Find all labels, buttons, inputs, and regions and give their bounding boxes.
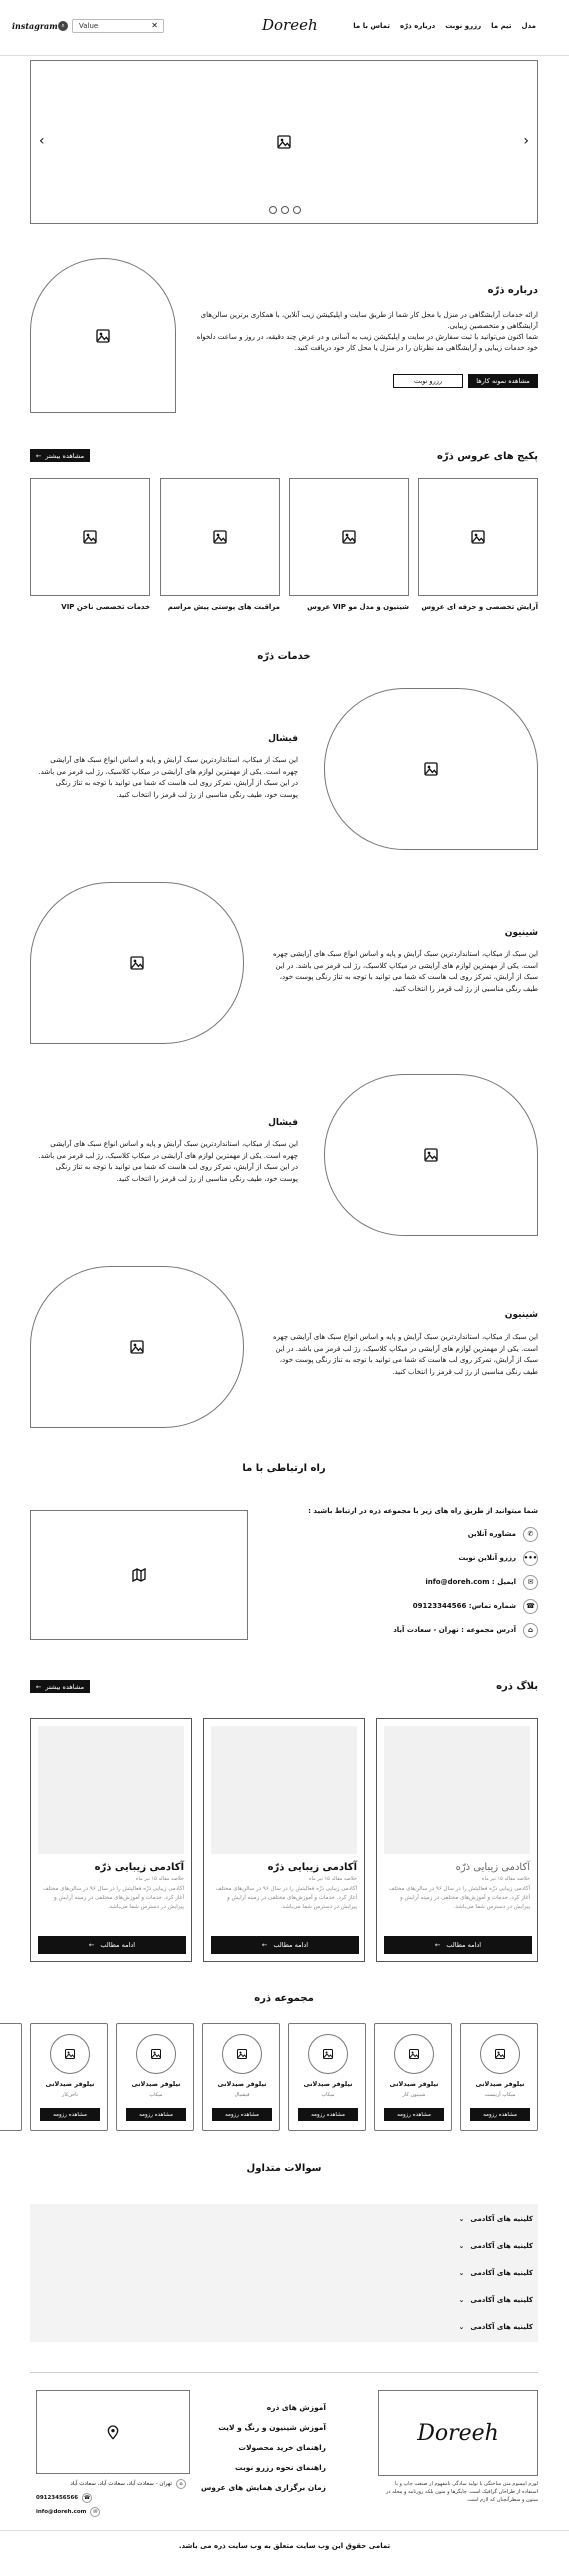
blog-card-button-label: ادامه مطالب (100, 1941, 136, 1949)
avatar (50, 2034, 90, 2074)
map-icon (131, 1567, 147, 1583)
avatar (222, 2034, 262, 2074)
footer-link[interactable]: زمان برگزاری همایش های عروس (200, 2483, 326, 2492)
blog-card-title: آکادمی زیبایی ذرّه (455, 1862, 530, 1873)
nav-item-team[interactable]: تیم ما (491, 22, 512, 30)
image-placeholder-icon (494, 2048, 506, 2060)
faq-question: کلینیه های آکادمی (470, 2242, 533, 2250)
logo[interactable]: Doreeh (262, 16, 318, 34)
resume-button[interactable]: مشاهده رزومه (298, 2108, 358, 2121)
service-title: شینیون (504, 928, 538, 938)
footer-email-row (36, 2506, 186, 2517)
blog-image (38, 1726, 184, 1854)
package-card[interactable] (30, 478, 150, 596)
image-placeholder-icon (82, 529, 98, 545)
blog-card-excerpt: آکادمی زیبایی ذرّه فعالیتش را در سال ۹۶ در سالن‌های مختلف آغاز کرد. خدمات و آموزش‌های مختلفی در زمینه آرایش و پیرایش در دسترس شما می‌باشد. (215, 1886, 357, 1910)
resume-button[interactable]: مشاهده رزومه (126, 2108, 186, 2121)
mail-icon: ✉ (90, 2507, 100, 2517)
chevron-down-icon: ⌄ (458, 2269, 465, 2277)
samples-button[interactable]: مشاهده نمونه کارها (468, 374, 538, 388)
phone-icon: ☎ (84, 2494, 91, 2501)
service-image (30, 1266, 244, 1428)
image-placeholder-icon (64, 2048, 76, 2060)
contact-label: شماره تماس: 09123344566 (412, 1602, 516, 1610)
member-role: ناخن‌کار (61, 2092, 79, 2098)
contact-title: راه ارتباطی با ما (242, 1463, 326, 1474)
image-placeholder-icon (129, 955, 145, 971)
arrow-left-icon: ← (434, 1941, 441, 1949)
footer-address: تهران - سعادت آباد، سعادت آباد، سعادت آباد (70, 2480, 172, 2487)
clear-icon[interactable]: ✕ (151, 21, 158, 30)
contact-label: ایمیل : info@doreh.com (425, 1578, 516, 1586)
main-nav (340, 22, 536, 34)
footer-link[interactable]: آموزش شینیون و رنگ و لایت (218, 2423, 326, 2432)
blog-card-title: آکادمی زیبایی ذرّه (94, 1862, 184, 1873)
member-card (0, 2023, 22, 2131)
service-text: این سبک از میکاپ، استانداردترین سبک آرایش و پایه و اساس انواع سبک های آرایشی چهره است. یکی از مهمترین لوازم های آرایشی در میکاپ کلاسیک، رژ لب قرمز می باشد. در این سبک از آرایش، تمرکز روی لب هاست که شما می توانید با توجه به تناژ رنگی پوست خود، طیف رنگی مناسبی از رژ لب قرمز را انتخاب کنید. (38, 756, 298, 799)
member-name: نیلوفر صیدلانی (217, 2080, 267, 2088)
faq-question: کلینیه های آکادمی (470, 2296, 533, 2304)
member-role: میکاپ (149, 2092, 163, 2098)
blog-card (203, 1718, 365, 1962)
service-text: این سبک از میکاپ، استانداردترین سبک آرایش و پایه و اساس انواع سبک های آرایشی چهره است. یکی از مهمترین لوازم های آرایشی در میکاپ کلاسیک، رژ لب قرمز می باشد. در این سبک از آرایش، تمرکز روی لب هاست که شما می توانید با توجه به تناژ رنگی پوست خود، طیف رنگی مناسبی از رژ لب قرمز را انتخاب کنید. (272, 1333, 538, 1376)
image-placeholder-icon (423, 761, 439, 777)
chevron-down-icon: ⌄ (458, 2242, 465, 2250)
member-card (116, 2023, 194, 2131)
member-role: میکاپ (321, 2092, 335, 2098)
chevron-down-icon: ⌄ (458, 2215, 465, 2223)
location-icon: ⌂ (523, 1623, 538, 1638)
blog-card-excerpt: آکادمی زیبایی ذرّه فعالیتش را در سال ۹۶ در سالن‌های مختلف آغاز کرد. خدمات و آموزش‌های مختلفی در زمینه آرایش و پیرایش در دسترس شما می‌باشد. (42, 1886, 184, 1910)
mail-icon: ✉ (523, 1575, 538, 1590)
package-card[interactable] (289, 478, 409, 596)
nav-item-about[interactable]: درباره ذرّه (400, 22, 436, 30)
service-image (30, 882, 244, 1044)
reserve-button[interactable]: رزرو نوبت (393, 374, 463, 388)
contact-email[interactable] (300, 1574, 538, 1590)
image-placeholder-icon (276, 134, 292, 150)
member-name: نیلوفر صیدلانی (131, 2080, 181, 2088)
image-placeholder-icon (341, 529, 357, 545)
member-card (202, 2023, 280, 2131)
blog-title: بلاگ ذره (496, 1681, 538, 1692)
collection-title: مجموعه ذره (254, 1993, 314, 2004)
blog-image (384, 1726, 530, 1854)
blog-card-button[interactable] (211, 1936, 359, 1954)
member-card (374, 2023, 452, 2131)
chevron-down-icon: ⌄ (458, 2296, 465, 2304)
chat-icon: ✆ (523, 1527, 538, 1542)
service-image (324, 1074, 538, 1236)
image-placeholder-icon (150, 2048, 162, 2060)
resume-button[interactable]: مشاهده رزومه (40, 2108, 100, 2121)
location-icon: ⌂ (176, 2479, 186, 2489)
image-placeholder-icon (408, 2048, 420, 2060)
slider-prev-icon[interactable]: ‹ (39, 133, 45, 149)
contact-online-consult[interactable] (300, 1526, 538, 1542)
member-card (288, 2023, 366, 2131)
nav-item-reserve[interactable]: رزرو نوبت (445, 22, 482, 30)
footer-phone-row (36, 2492, 186, 2503)
faq-item[interactable] (453, 2294, 533, 2306)
contact-label: رزرو آنلاین نوبت (458, 1554, 516, 1562)
blog-card-meta: خلاصه مقاله ۱۵ تیر ماه (308, 1876, 357, 1882)
faq-item[interactable] (453, 2321, 533, 2333)
avatar (394, 2034, 434, 2074)
dots-icon: ••• (523, 1551, 538, 1566)
member-name: نیلوفر صیدلانی (389, 2080, 439, 2088)
member-name: نیلوفر صیدلانی (303, 2080, 353, 2088)
footer-phone[interactable]: 09123456566 (36, 2494, 79, 2501)
chevron-down-icon: ⌄ (458, 2323, 465, 2331)
resume-button[interactable]: مشاهده رزومه (470, 2108, 530, 2121)
search-icon[interactable]: ⌕ (58, 21, 68, 31)
package-label: مراقبت های پوستی پیش مراسم (167, 603, 280, 611)
about-text: ارائه خدمات آرایشگاهی در منزل یا محل کار شما از طریق سایت و اپلیکیشن زیب آنلاین، با همکاری برترین سالن‌های آرایشگاهی و متخصصین زیبایی. شما اکنون می‌توانید با ثبت سفارش در سایت و اپلیکیشن زیب به آسانی و در عرض چند دقیقه، در روز و ساعت دلخواه خود خدمات زیبایی و آرایشگاهی مد نظرتان را در منزل یا محل کار خود دریافت کنید. (196, 311, 538, 352)
nav-item-model[interactable]: مدل (521, 22, 536, 30)
footer-link[interactable]: آموزش های ذره (266, 2403, 326, 2412)
faq-item[interactable] (453, 2240, 533, 2252)
blog-card (30, 1718, 192, 1962)
service-title: فیشال (268, 1118, 298, 1128)
blog-card-title: آکادمی زیبایی ذرّه (267, 1862, 357, 1873)
image-placeholder-icon (129, 1339, 145, 1355)
member-role: میکاپ آرتیست (484, 2092, 516, 2098)
blog-card-excerpt: آکادمی زیبایی ذرّه فعالیتش را در سال ۹۶ در سالن‌های مختلف آغاز کرد. خدمات و آموزش‌های مختلفی در زمینه آرایش و پیرایش در دسترس شما می‌باشد. (388, 1886, 530, 1910)
footer-about: لورم ایپسوم متن ساختگی با تولید سادگی نامفهوم از صنعت چاپ و با استفاده از طراحان گرافیک است. چاپگرها و متون بلکه روزنامه و مجله در ستون و سطرآنچنان که لازم است. (385, 2481, 538, 2503)
service-title: فیشال (268, 734, 298, 744)
image-placeholder-icon (322, 2048, 334, 2060)
contact-online-reserve[interactable] (300, 1550, 538, 1566)
slider-dot[interactable] (293, 206, 301, 214)
blog-card-meta: خلاصه مقاله ۱۵ تیر ماه (135, 1876, 184, 1882)
footer-email[interactable]: info@doreh.com (36, 2508, 87, 2515)
image-placeholder-icon (423, 1147, 439, 1163)
blog-card (376, 1718, 538, 1962)
member-role: فیشیال (234, 2092, 250, 2098)
header (0, 0, 569, 56)
footer-logo-box (378, 2390, 538, 2476)
packages-more-label: مشاهده بیشتر (45, 451, 85, 460)
footer-logo: Doreeh (417, 2420, 499, 2446)
slider-dots (269, 206, 301, 214)
copyright-bar (0, 2530, 569, 2560)
contact-phone[interactable] (300, 1598, 538, 1614)
copyright-text: تمامی حقوق این وب سایت متعلق به وب سایت ذره می باشد. (178, 2541, 391, 2550)
faq-title: سوالات متداول (246, 2163, 322, 2174)
member-name: نیلوفر صیدلانی (45, 2080, 95, 2088)
about-image (30, 258, 176, 413)
service-text: این سبک از میکاپ، استانداردترین سبک آرایش و پایه و اساس انواع سبک های آرایشی چهره است. یکی از مهمترین لوازم های آرایشی در میکاپ کلاسیک، رژ لب قرمز می باشد. در این سبک از آرایش، تمرکز روی لب هاست که شما می توانید با توجه به تناژ رنگی پوست خود، طیف رنگی مناسبی از رژ لب قرمز را انتخاب کنید. (38, 1140, 298, 1183)
faq-question: کلینیه های آکادمی (470, 2323, 533, 2331)
blog-more-label: مشاهده بیشتر (45, 1682, 85, 1691)
image-placeholder-icon (95, 328, 111, 344)
nav-item-contact[interactable]: تماس با ما (353, 22, 390, 30)
contact-label: آدرس مجموعه : تهران - سعادت آباد (393, 1626, 516, 1634)
hero-slider (30, 60, 538, 224)
blog-card-button-label: ادامه مطالب (446, 1941, 482, 1949)
image-placeholder-icon (470, 529, 486, 545)
service-image (324, 688, 538, 850)
location-pin-icon (105, 2424, 121, 2440)
footer-address-row (36, 2478, 186, 2489)
blog-card-button[interactable] (38, 1936, 186, 1954)
service-title: شینیون (504, 1310, 538, 1320)
map-placeholder (30, 1510, 248, 1640)
instagram-link[interactable]: instagram (12, 21, 58, 31)
image-placeholder-icon (212, 529, 228, 545)
faq-question: کلینیه های آکادمی (470, 2269, 533, 2277)
contact-address[interactable] (300, 1622, 538, 1638)
slider-dot[interactable] (269, 206, 277, 214)
arrow-left-icon: ← (35, 451, 42, 460)
member-role: شینیون کار (402, 2092, 426, 2098)
resume-button[interactable]: مشاهده رزومه (384, 2108, 444, 2121)
footer-divider (30, 2372, 538, 2373)
faq-question: کلینیه های آکادمی (470, 2215, 533, 2223)
faq-item[interactable] (453, 2267, 533, 2279)
services-title: خدمات ذرّه (257, 651, 311, 662)
arrow-left-icon: ← (88, 1941, 95, 1949)
member-name: نیلوفر صیدلانی (475, 2080, 525, 2088)
member-card (460, 2023, 538, 2131)
package-label: شینیون و مدل مو VIP عروس (307, 603, 409, 611)
avatar (308, 2034, 348, 2074)
arrow-left-icon: ← (261, 1941, 268, 1949)
blog-more-button[interactable] (30, 1680, 90, 1693)
contact-label: مشاوره آنلاین (467, 1530, 516, 1538)
member-card (30, 2023, 108, 2131)
package-card[interactable] (418, 478, 538, 596)
faq-item[interactable] (453, 2213, 533, 2225)
avatar (136, 2034, 176, 2074)
packages-title: پکیج های عروس ذرّه (436, 451, 538, 462)
footer-link[interactable]: راهنمای خرید محصولات (238, 2443, 326, 2452)
arrow-left-icon: ← (35, 1682, 42, 1691)
avatar (480, 2034, 520, 2074)
blog-card-meta: خلاصه مقاله ۱۵ تیر ماه (481, 1876, 530, 1882)
blog-card-button-label: ادامه مطالب (273, 1941, 309, 1949)
blog-card-button[interactable] (384, 1936, 532, 1954)
package-card[interactable] (160, 478, 280, 596)
footer-map (36, 2390, 190, 2474)
slider-next-icon[interactable]: › (523, 133, 529, 149)
packages-more-button[interactable] (30, 449, 90, 462)
search-value: Value (79, 22, 99, 30)
service-text: این سبک از میکاپ، استانداردترین سبک آرایش و پایه و اساس انواع سبک های آرایشی چهره است. یکی از مهمترین لوازم های آرایشی در میکاپ کلاسیک، رژ لب قرمز می باشد. در این سبک از آرایش، تمرکز روی لب هاست که شما می توانید با توجه به تناژ رنگی پوست خود، طیف رنگی مناسبی از رژ لب قرمز را انتخاب کنید. (272, 950, 538, 993)
phone-icon: ☎ (523, 1599, 538, 1614)
footer-link[interactable]: راهنمای نحوه رزرو نوبت (235, 2463, 326, 2472)
image-placeholder-icon (236, 2048, 248, 2060)
contact-intro: شما میتوانید از طریق راه های زیر با مجموعه ذره در ارتباط باشید : (308, 1507, 538, 1515)
package-label: خدمات تخصصی ناخن VIP (61, 603, 150, 611)
slider-dot[interactable] (281, 206, 289, 214)
search-input[interactable] (72, 19, 164, 33)
about-title: درباره ذرّه (487, 285, 538, 296)
blog-image (211, 1726, 357, 1854)
package-label: آرایش تخصصی و حرفه ای عروس (421, 603, 538, 611)
resume-button[interactable]: مشاهده رزومه (212, 2108, 272, 2121)
